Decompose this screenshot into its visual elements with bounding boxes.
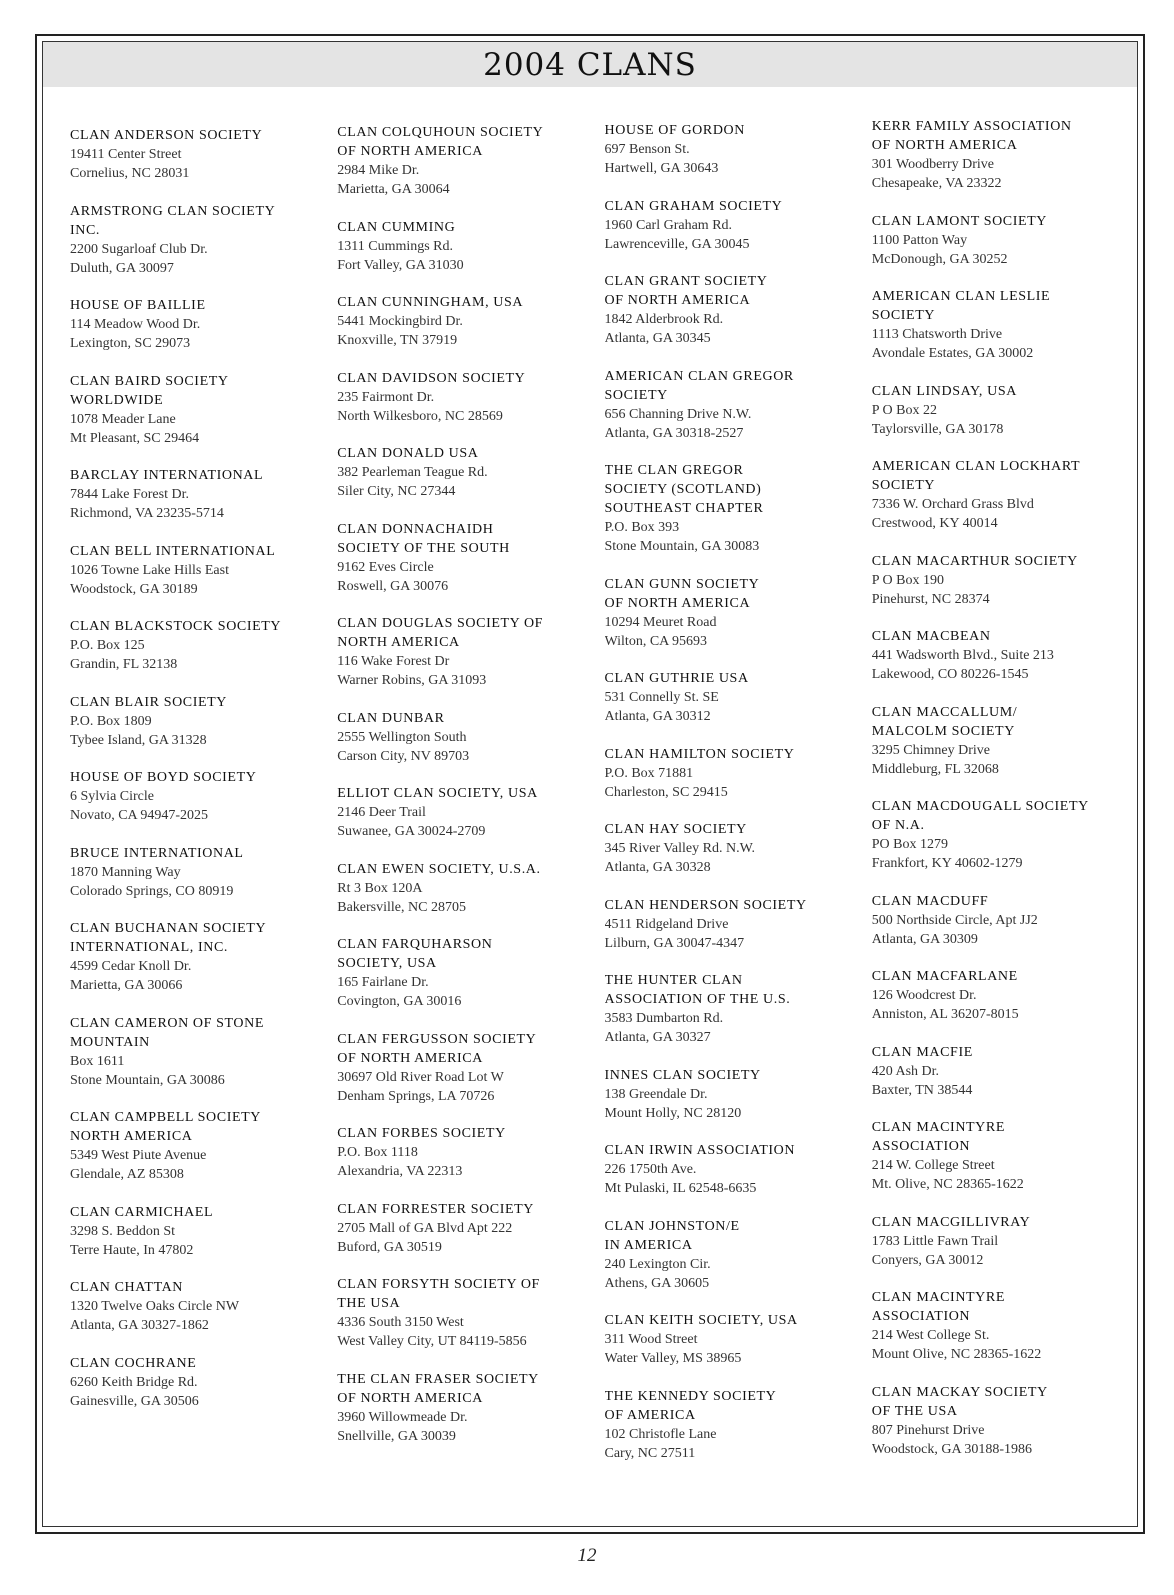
clan-address-line: 3295 Chimney Drive xyxy=(871,742,990,758)
clan-name: IN AMERICA xyxy=(604,1237,693,1253)
clan-entry xyxy=(872,1383,1125,1459)
clan-name: CLAN LINDSAY, USA xyxy=(871,383,1017,399)
clan-address-line: Warner Robins, GA 31093 xyxy=(337,673,487,688)
clan-address-line: Grandin, FL 32138 xyxy=(70,657,178,672)
clan-name: OF NORTH AMERICA xyxy=(337,1050,483,1066)
clan-name: KERR FAMILY ASSOCIATION xyxy=(871,119,1072,134)
clan-name: CLAN MACCALLUM/ xyxy=(871,704,1018,720)
clan-entry xyxy=(70,542,323,599)
directory-column xyxy=(872,117,1125,1506)
clan-entry xyxy=(605,197,858,254)
clan-name: SOCIETY xyxy=(871,308,936,323)
clan-address-line: 807 Pinehurst Drive xyxy=(871,1422,985,1438)
clan-entry xyxy=(70,466,323,523)
clan-entry xyxy=(872,703,1125,779)
clan-address-line: 6 Sylvia Circle xyxy=(70,789,154,804)
clan-name: CLAN GUTHRIE USA xyxy=(604,671,749,686)
clan-name: OF NORTH AMERICA xyxy=(871,138,1018,153)
clan-entry xyxy=(70,844,323,901)
clan-address-line: 5349 West Piute Avenue xyxy=(70,1148,207,1163)
clan-address-line: Athens, GA 30605 xyxy=(604,1275,710,1291)
clan-entry xyxy=(70,126,323,183)
clan-entry xyxy=(872,1288,1125,1364)
directory-column xyxy=(70,126,323,1506)
clan-address-line: Marietta, GA 30066 xyxy=(70,978,183,993)
clan-address-line: Conyers, GA 30012 xyxy=(871,1252,984,1268)
clan-address-line: Roswell, GA 30076 xyxy=(337,578,449,594)
clan-name: OF AMERICA xyxy=(604,1407,696,1423)
clan-name: CLAN MACDUFF xyxy=(871,893,989,909)
clan-entry xyxy=(605,575,858,651)
clan-address-line: Richmond, VA 23235-5714 xyxy=(70,506,224,521)
clan-name: OF N.A. xyxy=(871,818,925,833)
clan-address-line: 138 Greendale Dr. xyxy=(604,1086,708,1102)
clan-entry xyxy=(605,1387,858,1463)
clan-entry xyxy=(872,797,1125,873)
clan-address-line: Lakewood, CO 80226-1545 xyxy=(871,667,1029,682)
clan-address-line: Alexandria, VA 22313 xyxy=(337,1164,463,1179)
clan-address-line: Lexington, SC 29073 xyxy=(70,336,191,351)
clan-address-line: 2200 Sugarloaf Club Dr. xyxy=(70,241,208,257)
clan-address-line: Chesapeake, VA 23322 xyxy=(871,176,1002,191)
clan-name: CLAN BAIRD SOCIETY xyxy=(70,373,229,389)
clan-address-line: Mt Pulaski, IL 62548-6635 xyxy=(604,1181,757,1196)
clan-address-line: 500 Northside Circle, Apt JJ2 xyxy=(871,912,1038,928)
clan-address-line: Stone Mountain, GA 30086 xyxy=(70,1072,225,1088)
clan-name: CLAN MACARTHUR SOCIETY xyxy=(871,553,1078,569)
clan-name: CLAN JOHNSTON/E xyxy=(604,1218,740,1234)
clan-name: SOUTHEAST CHAPTER xyxy=(604,501,764,516)
clan-name: CLAN MACKAY SOCIETY xyxy=(871,1384,1048,1400)
clan-entry xyxy=(337,1030,590,1106)
clan-address-line: Duluth, GA 30097 xyxy=(70,260,174,276)
clan-address-line: Middleburg, FL 32068 xyxy=(871,761,999,777)
clan-address-line: 345 River Valley Rd. N.W. xyxy=(604,841,755,856)
clan-entry xyxy=(872,627,1125,684)
clan-address-line: West Valley City, UT 84119-5856 xyxy=(337,1334,527,1349)
clan-entry xyxy=(70,372,323,448)
clan-address-line: 1311 Cummings Rd. xyxy=(337,238,454,254)
clan-address-line: Charleston, SC 29415 xyxy=(604,784,728,800)
clan-name: BARCLAY INTERNATIONAL xyxy=(70,468,264,483)
clan-name: CLAN MACINTYRE xyxy=(871,1120,1005,1135)
clan-entry xyxy=(70,919,323,995)
clan-entry xyxy=(337,520,590,596)
clan-address-line: 165 Fairlane Dr. xyxy=(337,975,429,990)
clan-address-line: Atlanta, GA 30328 xyxy=(604,860,711,875)
clan-name: CLAN MACINTYRE xyxy=(871,1290,1005,1305)
clan-name: CLAN MACFIE xyxy=(871,1044,973,1060)
clan-name: CLAN CAMERON OF STONE xyxy=(70,1015,264,1031)
clan-name: INTERNATIONAL, INC. xyxy=(70,940,228,955)
clan-name: SOCIETY OF THE SOUTH xyxy=(337,540,510,556)
clan-name: CLAN COLQUHOUN SOCIETY xyxy=(337,125,544,140)
clan-name: INNES CLAN SOCIETY xyxy=(604,1067,761,1083)
clan-address-line: 3960 Willowmeade Dr. xyxy=(337,1409,468,1425)
clan-address-line: Novato, CA 94947-2025 xyxy=(70,808,209,823)
clan-name: ASSOCIATION xyxy=(871,1309,971,1324)
clan-name: CLAN DONALD USA xyxy=(337,446,479,461)
clan-name: CLAN DONNACHAIDH xyxy=(337,521,494,537)
clan-address-line: Mount Holly, NC 28120 xyxy=(604,1105,742,1121)
clan-name: AMERICAN CLAN LOCKHART xyxy=(871,459,1081,474)
clan-entry xyxy=(605,745,858,802)
clan-entry xyxy=(605,1066,858,1123)
clan-address-line: 126 Woodcrest Dr. xyxy=(871,988,977,1003)
clan-name: CLAN ANDERSON SOCIETY xyxy=(70,128,263,143)
clan-name: CLAN DUNBAR xyxy=(337,710,445,726)
clan-address-line: 9162 Eves Circle xyxy=(337,559,434,575)
clan-address-line: P.O. Box 125 xyxy=(70,638,145,653)
clan-name: NORTH AMERICA xyxy=(337,635,460,650)
clan-address-line: Colorado Springs, CO 80919 xyxy=(70,883,234,899)
clan-entry xyxy=(337,784,590,841)
clan-address-line: 4599 Cedar Knoll Dr. xyxy=(70,959,192,974)
clan-address-line: 1320 Twelve Oaks Circle NW xyxy=(70,1299,240,1314)
clan-name: SOCIETY xyxy=(871,478,936,493)
clan-name: THE KENNEDY SOCIETY xyxy=(604,1388,777,1404)
directory-column xyxy=(605,121,858,1506)
clan-address-line: Covington, GA 30016 xyxy=(337,994,462,1009)
clan-entry xyxy=(872,212,1125,269)
clan-name: CLAN CARMICHAEL xyxy=(70,1204,214,1220)
clan-name: HOUSE OF GORDON xyxy=(604,123,745,138)
clan-entry xyxy=(872,287,1125,363)
clan-address-line: 4511 Ridgeland Drive xyxy=(604,916,729,932)
clan-address-line: Wilton, CA 95693 xyxy=(604,633,707,649)
clan-address-line: 7844 Lake Forest Dr. xyxy=(70,487,189,502)
clan-address-line: Atlanta, GA 30327-1862 xyxy=(70,1318,209,1333)
clan-address-line: 214 West College St. xyxy=(871,1328,990,1343)
clan-address-line: Suwanee, GA 30024-2709 xyxy=(337,824,486,839)
clan-address-line: Atlanta, GA 30345 xyxy=(604,331,711,346)
clan-address-line: 226 1750th Ave. xyxy=(604,1162,697,1177)
clan-address-line: 214 W. College Street xyxy=(871,1158,995,1173)
clan-entry xyxy=(337,1124,590,1181)
clan-address-line: Lilburn, GA 30047-4347 xyxy=(604,935,745,951)
clan-name: AMERICAN CLAN GREGOR xyxy=(604,368,794,384)
clan-name: AMERICAN CLAN LESLIE xyxy=(871,289,1051,304)
clan-address-line: 656 Channing Drive N.W. xyxy=(604,406,752,422)
clan-address-line: Hartwell, GA 30643 xyxy=(604,161,719,176)
clan-address-line: 235 Fairmont Dr. xyxy=(337,389,435,405)
clan-name: HOUSE OF BOYD SOCIETY xyxy=(70,770,257,785)
clan-name: CLAN LAMONT SOCIETY xyxy=(871,213,1048,229)
clan-name: ELLIOT CLAN SOCIETY, USA xyxy=(337,786,538,801)
clan-address-line: Denham Springs, LA 70726 xyxy=(337,1088,495,1104)
clan-name: CLAN MACFARLANE xyxy=(871,969,1018,984)
page-frame-inner xyxy=(42,41,1138,1527)
clan-entry xyxy=(605,971,858,1047)
page-number: 12 xyxy=(577,1545,597,1566)
clan-entry xyxy=(605,1141,858,1198)
clan-address-line: Woodstock, GA 30189 xyxy=(70,581,198,597)
clan-address-line: 1078 Meader Lane xyxy=(70,411,176,427)
clan-address-line: Frankfort, KY 40602-1279 xyxy=(871,856,1023,871)
clan-address-line: Buford, GA 30519 xyxy=(337,1239,442,1255)
clan-name: CLAN CAMPBELL SOCIETY xyxy=(70,1110,261,1125)
clan-entry xyxy=(70,296,323,353)
clan-address-line: 30697 Old River Road Lot W xyxy=(337,1069,504,1085)
clan-name: CLAN HAY SOCIETY xyxy=(604,822,747,837)
clan-name: CLAN DAVIDSON SOCIETY xyxy=(337,370,526,386)
clan-entry xyxy=(337,860,590,917)
clan-address-line: Atlanta, GA 30309 xyxy=(871,931,978,947)
clan-name: CLAN GRAHAM SOCIETY xyxy=(604,198,783,214)
clan-name: SOCIETY xyxy=(604,387,668,403)
title-banner xyxy=(43,42,1137,87)
clan-entry xyxy=(70,768,323,825)
clan-entry xyxy=(70,1278,323,1335)
clan-address-line: 441 Wadsworth Blvd., Suite 213 xyxy=(871,648,1054,663)
clan-address-line: 301 Woodberry Drive xyxy=(871,157,995,172)
clan-entry xyxy=(872,1043,1125,1100)
clan-address-line: P O Box 190 xyxy=(871,572,944,588)
clan-address-line: 3583 Dumbarton Rd. xyxy=(604,1011,724,1026)
clan-name: CLAN BLAIR SOCIETY xyxy=(70,694,228,710)
clan-address-line: Anniston, AL 36207-8015 xyxy=(871,1007,1019,1022)
clan-entry xyxy=(605,367,858,443)
clan-name: INC. xyxy=(70,222,101,238)
clan-address-line: Cornelius, NC 28031 xyxy=(70,166,190,181)
clan-address-line: Mount Olive, NC 28365-1622 xyxy=(871,1347,1042,1362)
clan-entry xyxy=(70,617,323,674)
clan-entry xyxy=(872,117,1125,193)
clan-entry xyxy=(872,382,1125,439)
clan-entry xyxy=(337,614,590,690)
clan-name: CLAN FORRESTER SOCIETY xyxy=(337,1201,535,1217)
clan-entry xyxy=(605,461,858,556)
clan-name: CLAN MACGILLIVRAY xyxy=(871,1214,1031,1230)
clan-entry xyxy=(70,1014,323,1090)
clan-name: CLAN GUNN SOCIETY xyxy=(604,576,760,592)
clan-address-line: PO Box 1279 xyxy=(871,837,948,852)
clan-name: CLAN FORBES SOCIETY xyxy=(337,1126,506,1141)
clan-entry xyxy=(70,1108,323,1184)
clan-address-line: P.O. Box 1118 xyxy=(337,1145,418,1160)
clan-address-line: Pinehurst, NC 28374 xyxy=(871,591,990,607)
clan-name: CLAN HENDERSON SOCIETY xyxy=(604,897,807,913)
clan-address-line: Glendale, AZ 85308 xyxy=(70,1167,184,1182)
clan-address-line: Stone Mountain, GA 30083 xyxy=(604,539,760,554)
clan-address-line: P.O. Box 1809 xyxy=(70,713,152,729)
clan-name: WORLDWIDE xyxy=(70,392,164,408)
clan-address-line: Knoxville, TN 37919 xyxy=(337,333,458,348)
clan-name: CLAN CHATTAN xyxy=(70,1280,184,1295)
clan-address-line: Snellville, GA 30039 xyxy=(337,1428,456,1444)
clan-name: CLAN CUNNINGHAM, USA xyxy=(337,295,524,310)
clan-address-line: 2555 Wellington South xyxy=(337,729,467,745)
clan-entry xyxy=(605,272,858,348)
clan-name: OF NORTH AMERICA xyxy=(337,1390,483,1406)
clan-entry xyxy=(872,1213,1125,1270)
clan-address-line: Bakersville, NC 28705 xyxy=(337,899,466,915)
clan-name: OF THE USA xyxy=(871,1403,958,1419)
clan-entry xyxy=(337,1370,590,1446)
clan-name: MALCOLM SOCIETY xyxy=(871,723,1015,739)
clan-address-line: 2705 Mall of GA Blvd Apt 222 xyxy=(337,1220,513,1236)
clan-entry xyxy=(605,121,858,178)
clan-name: THE CLAN FRASER SOCIETY xyxy=(337,1371,539,1387)
clan-name: ASSOCIATION OF THE U.S. xyxy=(604,992,791,1007)
clan-address-line: Taylorsville, GA 30178 xyxy=(871,421,1004,437)
clan-entry xyxy=(70,693,323,750)
clan-directory xyxy=(70,119,1125,1506)
clan-address-line: 5441 Mockingbird Dr. xyxy=(337,314,463,329)
clan-name: CLAN KEITH SOCIETY, USA xyxy=(604,1313,798,1328)
clan-address-line: 1113 Chatsworth Drive xyxy=(871,327,1003,342)
clan-address-line: 531 Connelly St. SE xyxy=(604,690,719,705)
clan-address-line: 3298 S. Beddon St xyxy=(70,1223,176,1239)
clan-address-line: Terre Haute, In 47802 xyxy=(70,1242,194,1258)
clan-address-line: McDonough, GA 30252 xyxy=(871,251,1008,267)
clan-name: CLAN BELL INTERNATIONAL xyxy=(70,543,276,559)
directory-column xyxy=(337,123,590,1506)
clan-entry xyxy=(872,967,1125,1024)
clan-address-line: 1960 Carl Graham Rd. xyxy=(604,217,733,233)
clan-name: HOUSE OF BAILLIE xyxy=(70,298,206,313)
clan-address-line: Avondale Estates, GA 30002 xyxy=(871,346,1034,361)
clan-address-line: Rt 3 Box 120A xyxy=(337,880,423,896)
clan-entry xyxy=(70,1203,323,1260)
clan-name: CLAN MACBEAN xyxy=(871,629,991,644)
clan-address-line: North Wilkesboro, NC 28569 xyxy=(337,408,503,424)
clan-name: CLAN FERGUSSON SOCIETY xyxy=(337,1031,537,1047)
clan-address-line: 7336 W. Orchard Grass Blvd xyxy=(871,497,1034,512)
clan-entry xyxy=(605,1217,858,1293)
clan-name: ARMSTRONG CLAN SOCIETY xyxy=(70,203,276,219)
clan-address-line: Crestwood, KY 40014 xyxy=(871,516,998,531)
clan-name: CLAN HAMILTON SOCIETY xyxy=(604,746,795,762)
clan-name: CLAN IRWIN ASSOCIATION xyxy=(604,1143,796,1158)
clan-name: THE USA xyxy=(337,1296,401,1311)
clan-entry xyxy=(337,1200,590,1257)
clan-entry xyxy=(337,293,590,350)
clan-address-line: Box 1611 xyxy=(70,1053,125,1069)
clan-name: CLAN EWEN SOCIETY, U.S.A. xyxy=(337,861,541,877)
clan-name: BRUCE INTERNATIONAL xyxy=(70,845,244,861)
clan-address-line: 10294 Meuret Road xyxy=(604,614,717,630)
clan-address-line: 697 Benson St. xyxy=(604,142,690,157)
clan-address-line: Gainesville, GA 30506 xyxy=(70,1393,199,1409)
clan-address-line: 420 Ash Dr. xyxy=(871,1063,940,1079)
clan-entry xyxy=(337,369,590,426)
page-title: 2004 CLANS xyxy=(483,46,697,83)
clan-entry xyxy=(872,892,1125,949)
clan-address-line: 4336 South 3150 West xyxy=(337,1315,464,1330)
clan-address-line: 116 Wake Forest Dr xyxy=(337,654,450,669)
page-frame xyxy=(35,34,1145,1534)
clan-address-line: Mt Pleasant, SC 29464 xyxy=(70,430,200,446)
clan-entry xyxy=(337,1275,590,1351)
clan-entry xyxy=(70,202,323,278)
clan-address-line: Atlanta, GA 30327 xyxy=(604,1030,711,1045)
clan-address-line: 1842 Alderbrook Rd. xyxy=(604,312,724,327)
clan-name: ASSOCIATION xyxy=(871,1139,971,1154)
clan-address-line: Atlanta, GA 30318-2527 xyxy=(604,425,744,441)
clan-entry xyxy=(872,552,1125,609)
clan-name: SOCIETY (SCOTLAND) xyxy=(604,482,762,497)
clan-entry xyxy=(337,218,590,275)
clan-name: THE HUNTER CLAN xyxy=(604,973,743,988)
clan-address-line: Water Valley, MS 38965 xyxy=(604,1351,742,1366)
clan-address-line: 1026 Towne Lake Hills East xyxy=(70,562,229,578)
clan-address-line: Mt. Olive, NC 28365-1622 xyxy=(871,1177,1024,1192)
clan-name: CLAN DOUGLAS SOCIETY OF xyxy=(337,616,544,631)
clan-address-line: 2146 Deer Trail xyxy=(337,805,426,820)
clan-address-line: Woodstock, GA 30188-1986 xyxy=(871,1441,1033,1457)
clan-address-line: Siler City, NC 27344 xyxy=(337,484,456,499)
clan-address-line: Cary, NC 27511 xyxy=(604,1445,696,1461)
clan-entry xyxy=(337,444,590,501)
clan-name: CLAN COCHRANE xyxy=(70,1355,197,1371)
clan-address-line: P.O. Box 393 xyxy=(604,520,680,535)
clan-address-line: Carson City, NV 89703 xyxy=(337,748,470,764)
clan-address-line: 382 Pearleman Teague Rd. xyxy=(337,465,488,480)
clan-name: MOUNTAIN xyxy=(70,1034,150,1050)
clan-address-line: Marietta, GA 30064 xyxy=(337,182,450,197)
clan-name: CLAN GRANT SOCIETY xyxy=(604,274,768,289)
clan-address-line: P.O. Box 71881 xyxy=(604,765,694,781)
clan-address-line: 19411 Center Street xyxy=(70,147,182,162)
clan-name: OF NORTH AMERICA xyxy=(337,144,483,159)
clan-address-line: 1100 Patton Way xyxy=(871,232,968,248)
clan-entry xyxy=(872,457,1125,533)
clan-address-line: 240 Lexington Cir. xyxy=(604,1256,711,1272)
clan-address-line: 2984 Mike Dr. xyxy=(337,163,420,178)
clan-name: CLAN MACDOUGALL SOCIETY xyxy=(871,799,1089,814)
clan-address-line: Baxter, TN 38544 xyxy=(871,1082,973,1098)
clan-address-line: 102 Christofle Lane xyxy=(604,1426,717,1442)
clan-entry xyxy=(337,935,590,1011)
clan-name: SOCIETY, USA xyxy=(337,956,437,971)
clan-entry xyxy=(605,896,858,953)
clan-address-line: 1870 Manning Way xyxy=(70,864,181,880)
clan-name: CLAN FARQUHARSON xyxy=(337,937,493,952)
clan-address-line: Fort Valley, GA 31030 xyxy=(337,257,464,273)
clan-entry xyxy=(70,1354,323,1411)
clan-name: OF NORTH AMERICA xyxy=(604,595,751,611)
clan-entry xyxy=(337,123,590,199)
clan-entry xyxy=(605,669,858,726)
clan-entry xyxy=(605,820,858,877)
clan-name: THE CLAN GREGOR xyxy=(604,463,744,478)
clan-address-line: Lawrenceville, GA 30045 xyxy=(604,236,750,252)
clan-address-line: Atlanta, GA 30312 xyxy=(604,709,711,724)
clan-name: NORTH AMERICA xyxy=(70,1129,193,1144)
clan-address-line: Tybee Island, GA 31328 xyxy=(70,732,207,748)
clan-address-line: 1783 Little Fawn Trail xyxy=(871,1233,999,1249)
clan-address-line: P O Box 22 xyxy=(871,402,937,418)
clan-address-line: 311 Wood Street xyxy=(604,1332,698,1347)
clan-name: CLAN FORSYTH SOCIETY OF xyxy=(337,1277,540,1292)
clan-name: OF NORTH AMERICA xyxy=(604,293,751,308)
clan-address-line: 6260 Keith Bridge Rd. xyxy=(70,1374,198,1390)
clan-name: CLAN BLACKSTOCK SOCIETY xyxy=(70,619,282,634)
clan-address-line: 114 Meadow Wood Dr. xyxy=(70,317,201,332)
clan-entry xyxy=(605,1311,858,1368)
clan-name: CLAN BUCHANAN SOCIETY xyxy=(70,921,267,936)
clan-entry xyxy=(337,709,590,766)
clan-entry xyxy=(872,1118,1125,1194)
clan-name: CLAN CUMMING xyxy=(337,219,456,235)
